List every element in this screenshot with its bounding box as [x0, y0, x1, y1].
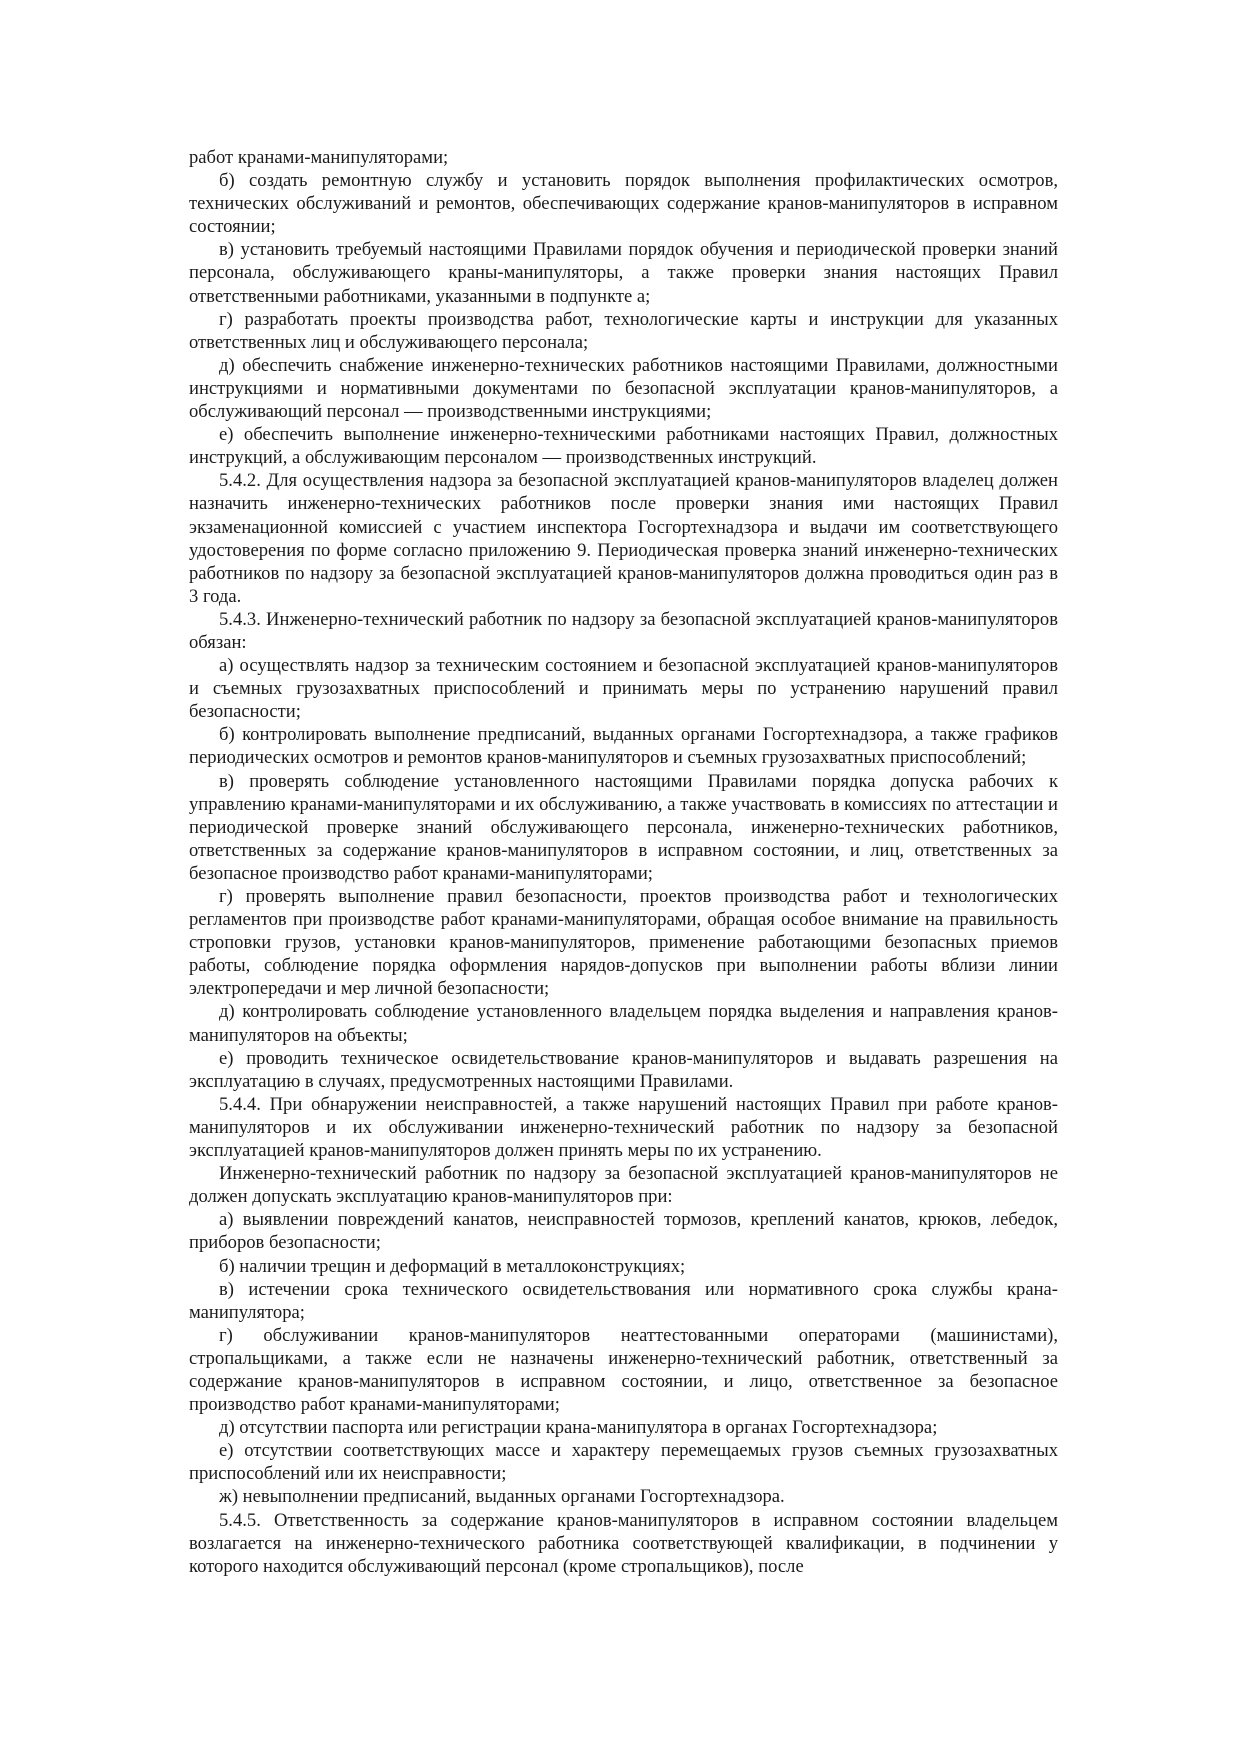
paragraph-11: г) проверять выполнение правил безопасности, проектов производства работ и технологических регламентов при производстве работ кранами-манипуляторами, обращая особое внимание на правильность строповки грузов, установки кранов-манипуляторов, применение работающими безопасных приемов работы, соблюдение порядка оформления нарядов-допусков при выполнении работы вблизи линии электропередачи и мер личной безопасности;: [189, 886, 1058, 1000]
paragraph-20: д) отсутствии паспорта или регистрации крана-манипулятора в органах Госгортехнадзора;: [219, 1417, 938, 1439]
paragraph-22: ж) невыполнении предписаний, выданных органами Госгортехнадзора.: [219, 1486, 785, 1508]
paragraph-23: 5.4.5. Ответственность за содержание кранов-манипуляторов в исправном состоянии владельцем возлагается на инженерно-технического работника соответствующей квалификации, в подчинении у которого находится обслуживающий персонал (кроме стропальщиков), после: [189, 1509, 1058, 1577]
paragraph-3: г) разработать проекты производства работ, технологические карты и инструкции для указанных ответственных лиц и обслуживающего персонала;: [189, 308, 1058, 353]
paragraph-5: е) обеспечить выполнение инженерно-техническими работниками настоящих Правил, должностных инструкций, а обслуживающим персоналом — производственных инструкций.: [189, 424, 1058, 469]
paragraph-9: б) контролировать выполнение предписаний, выданных органами Госгортехнадзора, а также графиков периодических осмотров и ремонтов кранов-манипуляторов и съемных грузозахватных приспособлений;: [189, 724, 1058, 769]
paragraph-17: б) наличии трещин и деформаций в металлоконструкциях;: [219, 1255, 686, 1277]
paragraph-15: Инженерно-технический работник по надзору за безопасной эксплуатацией кранов-манипуляторов не должен допускать эксплуатацию кранов-манипуляторов при:: [189, 1163, 1058, 1208]
paragraph-1: б) создать ремонтную службу и установить порядок выполнения профилактических осмотров, технических обслуживаний и ремонтов, обеспечивающих содержание кранов-манипуляторов в исправном состоянии;: [189, 170, 1058, 238]
paragraph-10: в) проверять соблюдение установленного настоящими Правилами порядка допуска рабочих к управлению кранами-манипуляторами и их обслуживанию, а также участвовать в комиссиях по аттестации и периодической проверке знаний обслуживающего персонала, инженерно-технических работников, ответственных за содержание кранов-манипуляторов в исправном состоянии, и лиц, ответственных за безопасное производство работ кранами-манипуляторами;: [189, 770, 1058, 884]
paragraph-2: в) установить требуемый настоящими Правилами порядок обучения и периодической проверки знаний персонала, обслуживающего краны-манипуляторы, а также проверки знания настоящих Правил ответственными работниками, указанными в подпункте а;: [189, 239, 1058, 307]
paragraph-8: а) осуществлять надзор за техническим состоянием и безопасной эксплуатацией кранов-манипуляторов и съемных грузозахватных приспособлений и принимать меры по устранению нарушений правил безопасности;: [189, 655, 1058, 723]
paragraph-18: в) истечении срока технического освидетельствования или нормативного срока службы крана-манипулятора;: [189, 1278, 1058, 1323]
paragraph-7: 5.4.3. Инженерно-технический работник по надзору за безопасной эксплуатацией кранов-манипуляторов обязан:: [189, 608, 1058, 653]
paragraph-12: д) контролировать соблюдение установленного владельцем порядка выделения и направления кранов-манипуляторов на объекты;: [189, 1001, 1058, 1046]
document-page: [189, 146, 1058, 1578]
paragraph-21: е) отсутствии соответствующих массе и характеру перемещаемых грузов съемных грузозахватных приспособлений или их неисправности;: [189, 1440, 1058, 1485]
paragraph-6: 5.4.2. Для осуществления надзора за безопасной эксплуатацией кранов-манипуляторов владелец должен назначить инженерно-технических работников после проверки знания ими настоящих Правил экзаменационной комиссией с участием инспектора Госгортехнадзора и выдачи им соответствующего удостоверения по форме согласно приложению 9. Периодическая проверка знаний инженерно-технических работников по надзору за безопасной эксплуатацией кранов-манипуляторов должна проводиться один раз в 3 года.: [189, 470, 1058, 607]
paragraph-14: 5.4.4. При обнаружении неисправностей, а также нарушений настоящих Правил при работе кранов-манипуляторов и их обслуживании инженерно-технический работник по надзору за безопасной эксплуатацией кранов-манипуляторов должен принять меры по их устранению.: [189, 1093, 1058, 1162]
paragraph-4: д) обеспечить снабжение инженерно-технических работников настоящими Правилами, должностными инструкциями и нормативными документами по безопасной эксплуатации кранов-манипуляторов, а обслуживающий персонал — производственными инструкциями;: [189, 354, 1058, 423]
paragraph-0: работ кранами-манипуляторами;: [189, 147, 449, 168]
paragraph-13: е) проводить техническое освидетельствование кранов-манипуляторов и выдавать разрешения на эксплуатацию в случаях, предусмотренных настоящими Правилами.: [189, 1047, 1058, 1092]
paragraph-19: г) обслуживании кранов-манипуляторов неаттестованными операторами (машинистами), стропальщиками, а также если не назначены инженерно-технический работник, ответственный за содержание кранов-манипуляторов в исправном состоянии, и лицо, ответственное за безопасное производство работ кранами-манипуляторами;: [189, 1324, 1058, 1416]
paragraph-16: а) выявлении повреждений канатов, неисправностей тормозов, креплений канатов, крюков, лебедок, приборов безопасности;: [189, 1209, 1058, 1254]
